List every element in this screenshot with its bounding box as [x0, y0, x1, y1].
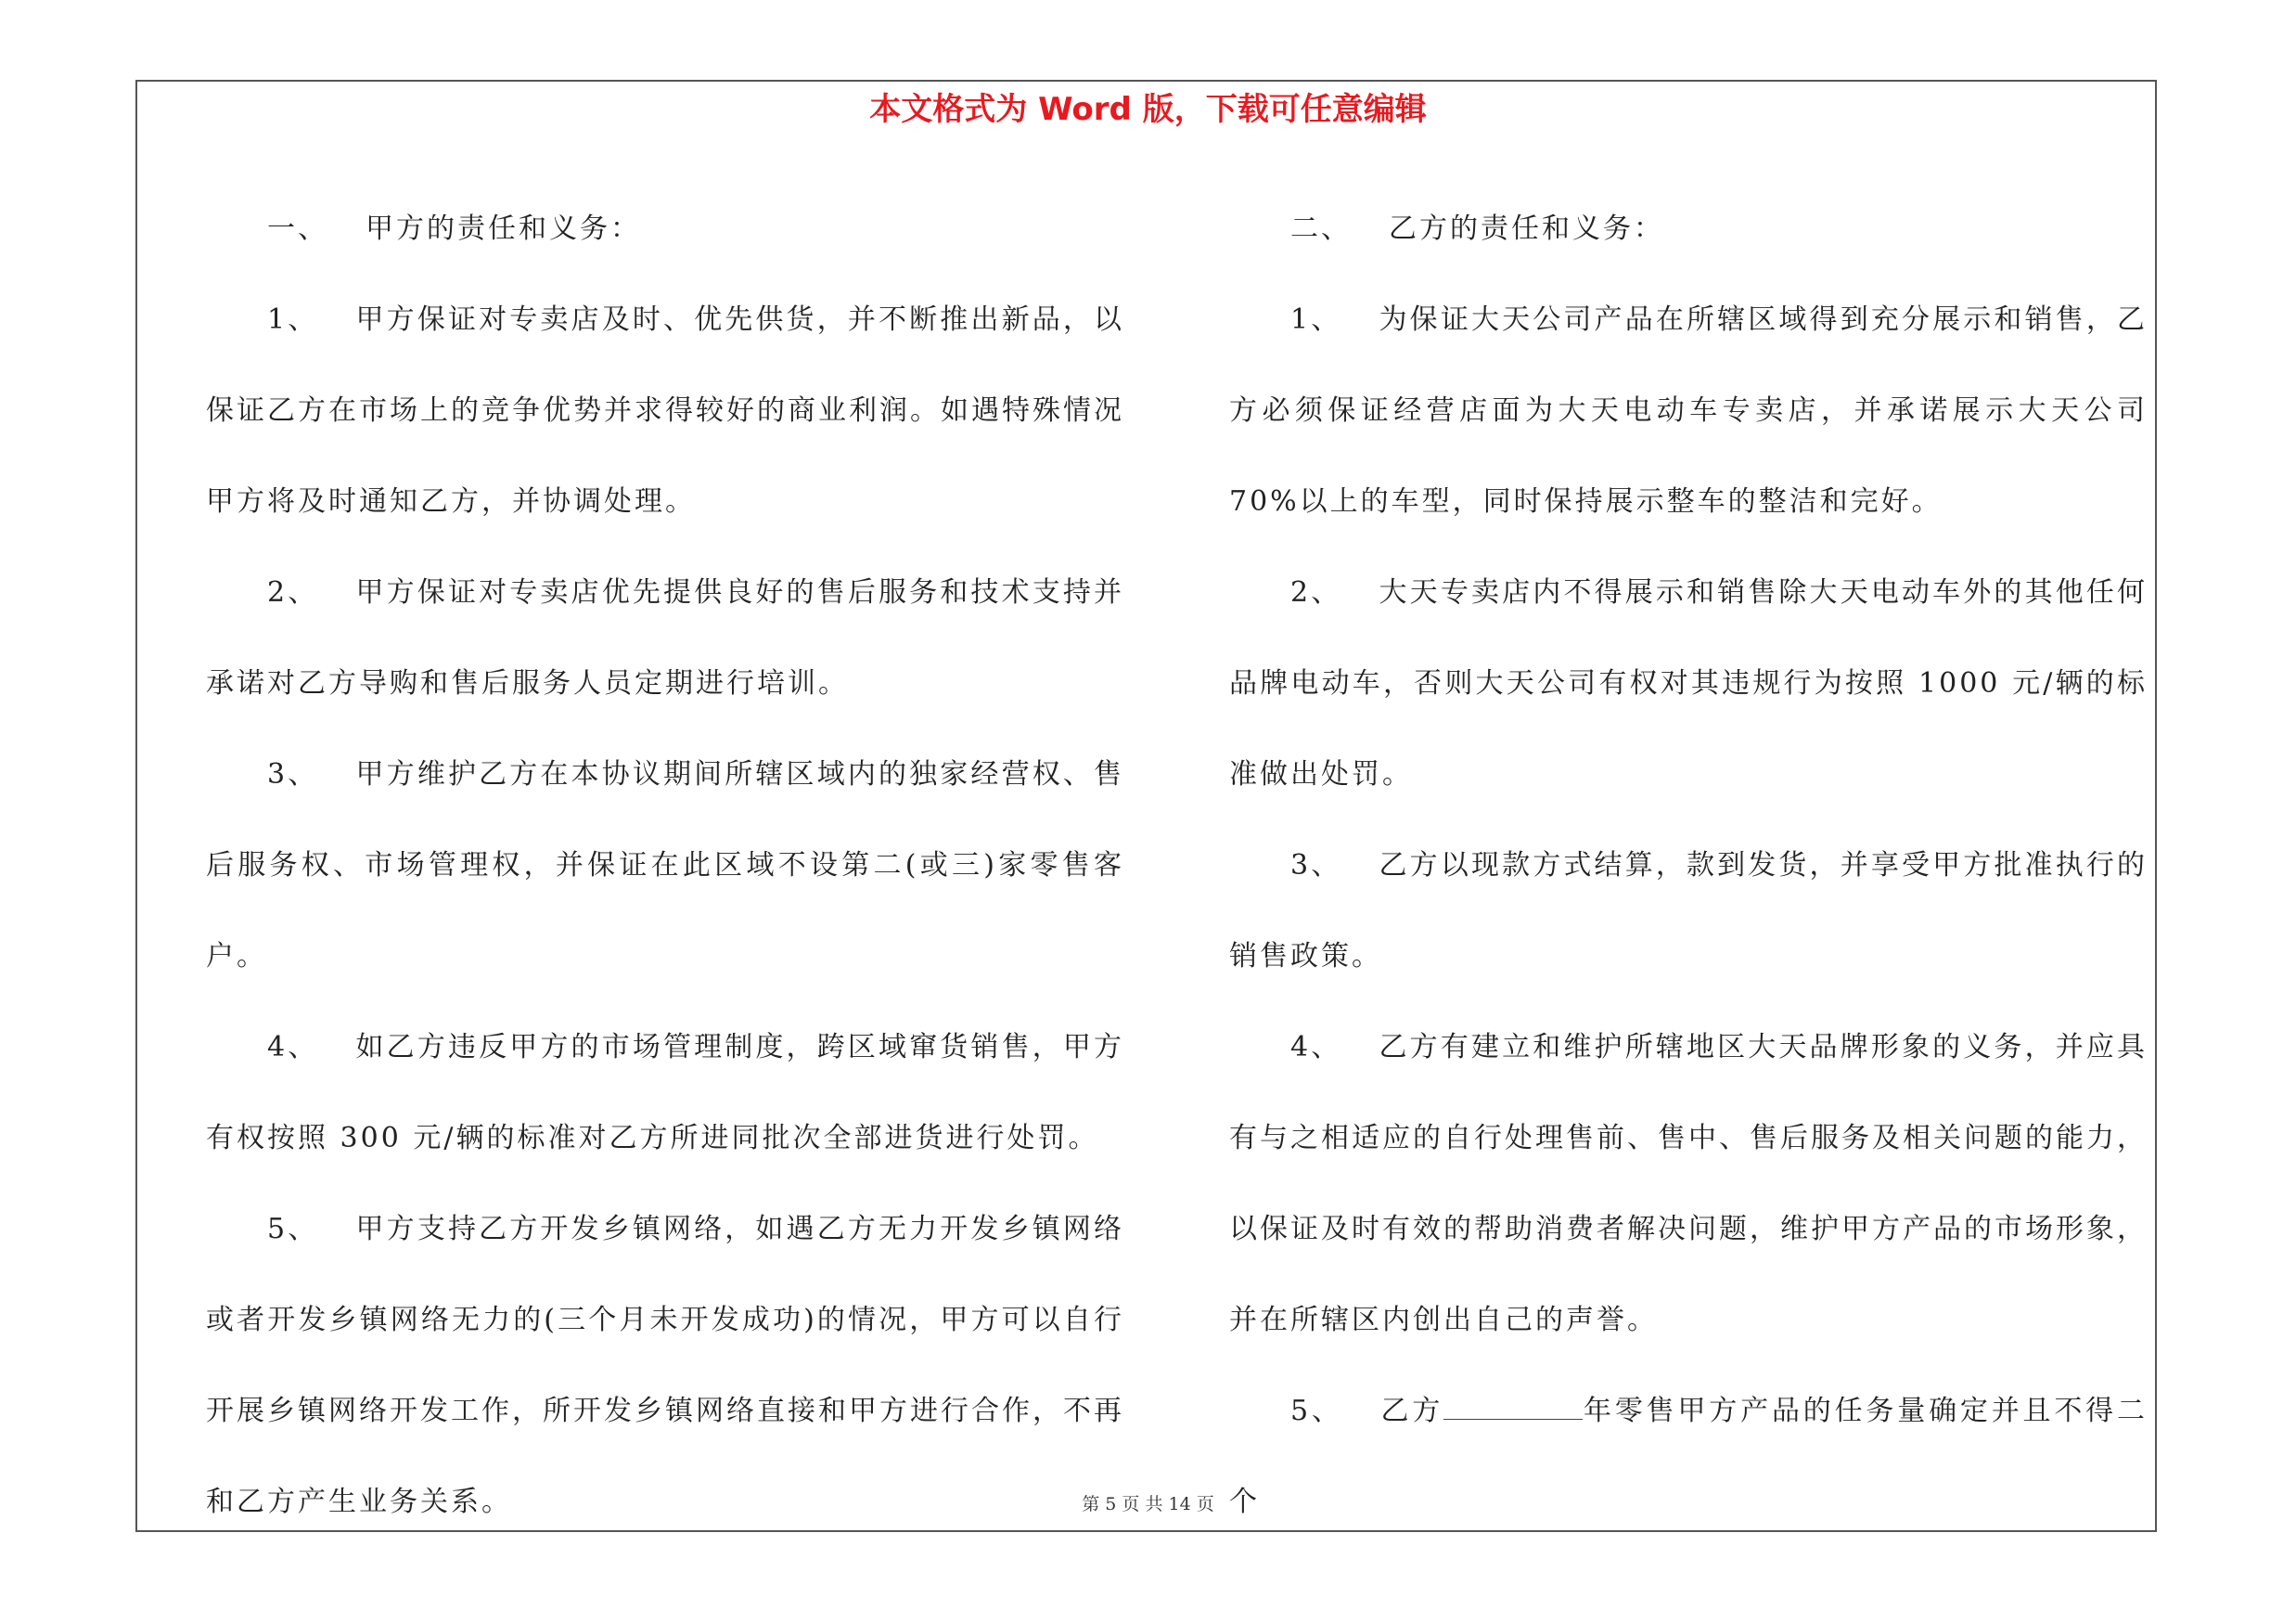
clause-text: 为保证大天公司产品在所辖区域得到充分展示和销售，乙方必须保证经营店面为大天电动车专卖店，并承诺展示大天公司 70%以上的车型，同时保持展示整车的整洁和完好。	[1229, 303, 2148, 518]
format-notice-banner: 本文格式为 Word 版，下载可任意编辑	[869, 91, 1427, 128]
clause-text: 甲方保证对专卖店及时、优先供货，并不断推出新品，以保证乙方在市场上的竞争优势并求得较好的商业利润。如遇特殊情况甲方将及时通知乙方，并协调处理。	[206, 303, 1125, 518]
clause-b-3	[1229, 820, 2148, 1002]
section-heading-party-b	[1229, 184, 2148, 275]
clause-number: 1、	[1290, 303, 1342, 336]
clause-text: 大天专卖店内不得展示和销售除大天电动车外的其他任何品牌电动车，否则大天公司有权对其违规行为按照 1000 元/辆的标准做出处罚。	[1229, 576, 2148, 791]
clause-a-3	[206, 729, 1124, 1002]
heading-text: 甲方的责任和义务：	[366, 213, 641, 245]
clause-text: 甲方维护乙方在本协议期间所辖区域内的独家经营权、售后服务权、市场管理权，并保证在此区域不设第二(或三)家零售客户。	[206, 758, 1125, 973]
clause-text: 乙方有建立和维护所辖地区大天品牌形象的义务，并应具有与之相适应的自行处理售前、售中、售后服务及相关问题的能力，以保证及时有效的帮助消费者解决问题，维护甲方产品的市场形象，并在所辖区内创出自己的声誉。	[1229, 1031, 2148, 1336]
right-column	[1229, 184, 2148, 1548]
clause-number: 2、	[1290, 576, 1342, 609]
clause-a-2	[206, 547, 1124, 729]
clause-b-2	[1229, 547, 2148, 820]
clause-b-5	[1229, 1366, 2148, 1548]
heading-number: 二、	[1290, 213, 1352, 245]
clause-number: 5、	[1290, 1395, 1343, 1427]
heading-number: 一、	[267, 213, 328, 245]
clause-text-after-blank: 年零售甲方产品的任务量确定并且不得二个	[1229, 1395, 2148, 1518]
clause-number: 3、	[1290, 849, 1342, 882]
clause-number: 3、	[267, 758, 319, 791]
clause-text: 甲方保证对专卖店优先提供良好的售后服务和技术支持并承诺对乙方导购和售后服务人员定期进行培训。	[206, 576, 1125, 700]
clause-number: 5、	[267, 1213, 319, 1245]
clause-number: 4、	[267, 1031, 319, 1063]
fill-in-blank-year	[1443, 1395, 1583, 1420]
left-column	[206, 184, 1124, 1548]
clause-text-before-blank: 乙方	[1379, 1395, 1444, 1427]
clause-b-1	[1229, 275, 2148, 547]
clause-a-1	[206, 275, 1124, 547]
section-heading-party-a	[206, 184, 1124, 275]
clause-text: 如乙方违反甲方的市场管理制度，跨区域窜货销售，甲方有权按照 300 元/辆的标准对乙方所进同批次全部进货进行处罚。	[206, 1031, 1125, 1154]
clause-number: 1、	[267, 303, 319, 336]
clause-number: 4、	[1290, 1031, 1342, 1063]
clause-a-4	[206, 1002, 1124, 1184]
clause-text: 甲方支持乙方开发乡镇网络，如遇乙方无力开发乡镇网络或者开发乡镇网络无力的(三个月未开发成功)的情况，甲方可以自行开展乡镇网络开发工作，所开发乡镇网络直接和甲方进行合作，不再和乙方产生业务关系。	[206, 1213, 1125, 1518]
heading-text: 乙方的责任和义务：	[1389, 213, 1664, 245]
page-number-footer: 第 5 页 共 14 页	[1082, 1494, 1214, 1514]
clause-number: 2、	[267, 576, 319, 609]
clause-b-4	[1229, 1002, 2148, 1366]
clause-text: 乙方以现款方式结算，款到发货，并享受甲方批准执行的销售政策。	[1229, 849, 2148, 973]
